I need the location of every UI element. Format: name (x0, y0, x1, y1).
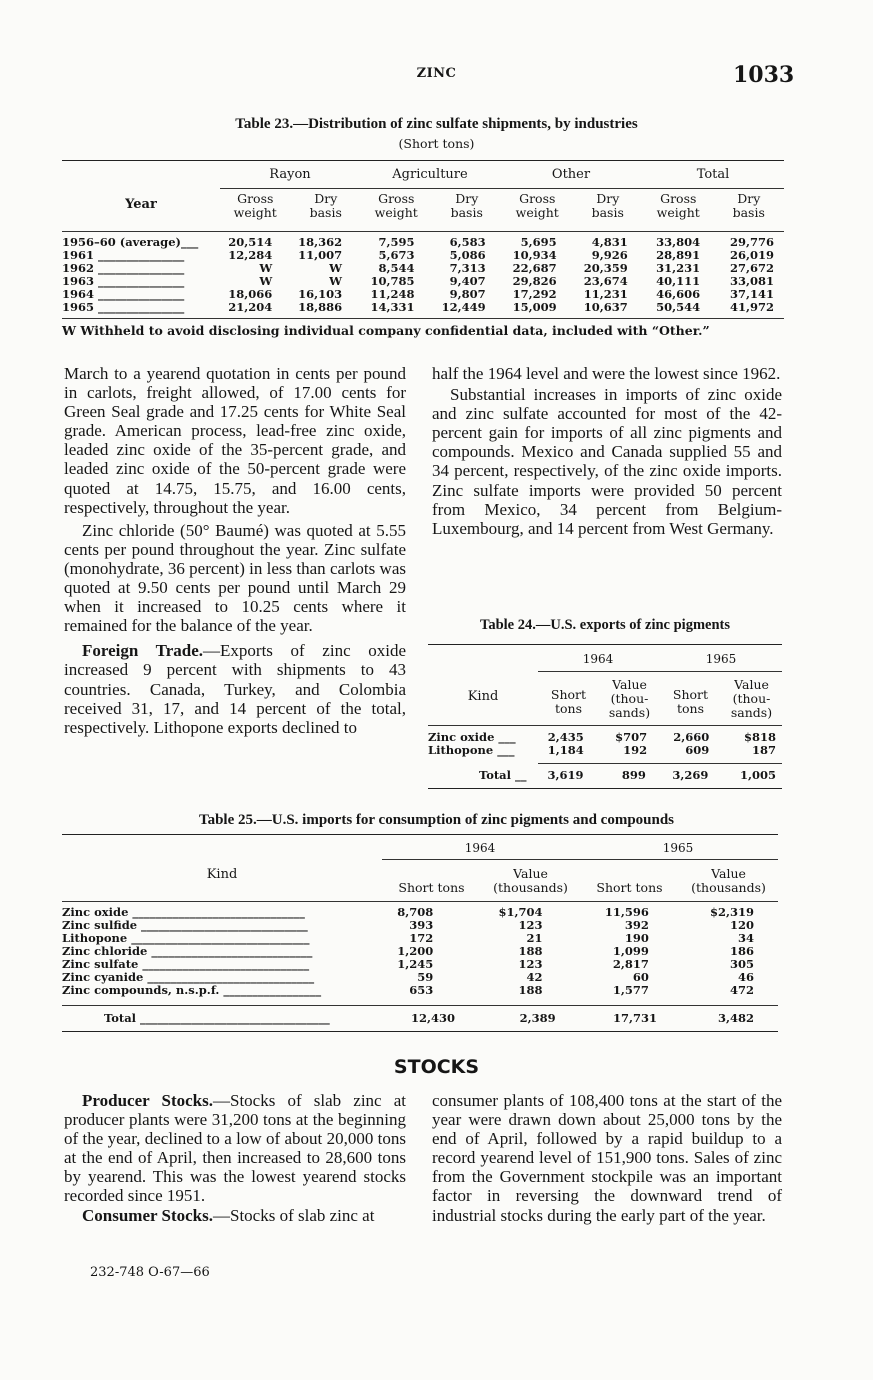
paragraph-imports: Substantial increases in imports of zinc oxide and zinc sulfate accounted for most of the 42-percent gain for imports of all zinc pigments and compounds. Mexico and Canada supplied 55 and 34 percent, respectively, of the zinc oxide imports. Zinc sulfate imports were provided 50 percent from Mexico, 34 percent from Belgium-Luxembourg, and 14 percent from West Germany. (432, 385, 782, 538)
table23-year-cell: 1965 _______________ (62, 301, 185, 314)
table25-value-cell: 59 (417, 970, 434, 984)
table23-value-cell: 9,407 (449, 274, 486, 288)
table24-caption: Table 24.—U.S. exports of zinc pigments (480, 617, 730, 633)
table23-value-cell: 9,926 (591, 248, 628, 262)
table25-value-cell: 1,099 (612, 944, 649, 958)
table23-subheader-line: Dry (314, 191, 338, 206)
table25-subheader-line: (thousands) (691, 880, 766, 895)
producer-stocks-heading: Producer Stocks. (82, 1091, 213, 1110)
table25-value-cell: 123 (518, 957, 543, 971)
table23-year-cell: 1956–60 (average)___ (62, 236, 199, 249)
table25-year-1965: 1965 (662, 841, 694, 855)
table23-value-cell: 41,972 (729, 300, 774, 314)
table25-value-cell: 188 (518, 983, 543, 997)
paragraph-consumer-stocks (64, 1206, 406, 1225)
table23-group-rayon: Rayon (269, 167, 311, 182)
table23-value-cell: 20,514 (228, 235, 273, 249)
table23-subheader (502, 192, 573, 220)
table25-value-cell: $2,319 (709, 905, 754, 919)
table23-body (62, 236, 784, 314)
table23-value-cell: 11,248 (370, 287, 415, 301)
table24-kind-cell: Zinc oxide ___ (428, 730, 516, 744)
table23-value-cell: W (329, 274, 343, 288)
table23-year-cell: 1962 _______________ (62, 262, 185, 275)
producer-stocks-text: —Stocks of slab zinc at producer plants were 31,200 tons at the beginning of the year, declined to a low of about 20,000 tons at the end of April, then increased to 28,600 tons by yearend. This was the lowest yearend stocks recorded since 1951. (64, 1091, 407, 1206)
table23-value-cell: 12,284 (228, 248, 273, 262)
table25-value-cell: 1,245 (397, 957, 434, 971)
table23-subheader (291, 192, 362, 220)
table24-value-cell: $818 (743, 730, 776, 744)
left-column-top (64, 364, 406, 737)
table23-value-cell: 29,776 (729, 235, 774, 249)
paragraph-quotations: March to a yearend quotation in cents per pound in carlots, freight allowed, of 17.00 cents for Green Seal grade and 17.25 cents for White Seal grade. American process, lead-free zinc oxide, leaded zinc oxide of the 35-percent grade, and leaded zinc oxide of the 50-percent grade were quoted at 14.75, 15.75, and 16.00 cents, respectively, throughout the year. (64, 364, 406, 517)
table24-subheader-line: tons (554, 701, 582, 716)
table23-subheader (573, 192, 644, 220)
table25 (62, 834, 778, 1032)
table24-subheader (599, 678, 660, 720)
table24-subheader-line: Value (734, 677, 769, 692)
table25-kind-cell: Total _________________________________ (104, 1012, 330, 1025)
table25-kind-cell: Zinc cyanide _____________________________ (62, 971, 315, 984)
table25-kind-cell: Lithopone _______________________________ (62, 932, 310, 945)
table25-value-cell: 8,708 (397, 905, 434, 919)
table23-year-header: Year (125, 197, 157, 212)
table23-subheader-line: Dry (737, 191, 761, 206)
table23-subheader-line: weight (233, 205, 277, 220)
table23-value-cell: 8,544 (378, 261, 415, 275)
table25-subheader-line: (thousands) (493, 880, 568, 895)
table24-subheader-line: Short (672, 687, 709, 702)
table23-value-cell: 17,292 (512, 287, 557, 301)
table25-value-cell: 393 (409, 918, 434, 932)
table25-subheader-line: Short tons (398, 880, 465, 895)
table23-value-cell: 50,544 (656, 300, 701, 314)
table23-value-cell: 22,687 (512, 261, 557, 275)
table25-kind-cell: Zinc sulfide _____________________________ (62, 919, 308, 932)
table24-subheader-line: tons (676, 701, 704, 716)
table24-subheader (721, 678, 782, 720)
table25-subheader (481, 867, 580, 895)
table24-header (428, 645, 782, 725)
table24-value-cell: 899 (621, 768, 646, 782)
table23-group-agriculture: Agriculture (392, 167, 468, 182)
table23-subheader-line: Dry (455, 191, 479, 206)
table25-subheader (679, 867, 778, 895)
table25-value-cell: 172 (409, 931, 434, 945)
table24-subheader-line: Short (550, 687, 587, 702)
table25-kind-cell: Zinc oxide ______________________________ (62, 906, 305, 919)
table23-value-cell: 18,066 (228, 287, 273, 301)
table24-year-1965: 1965 (705, 652, 737, 666)
table25-value-cell: 305 (729, 957, 754, 971)
table25-value-cell: 190 (624, 931, 649, 945)
paragraph-producer-stocks (64, 1091, 406, 1206)
table24-subheader (660, 688, 721, 716)
table23-value-cell: 16,103 (298, 287, 343, 301)
consumer-stocks-text: —Stocks of slab zinc at (212, 1205, 375, 1225)
table23-year-cell: 1964 _______________ (62, 288, 185, 301)
table23-value-cell: 29,826 (512, 274, 557, 288)
foreign-trade-text: —Exports of zinc oxide increased 9 percent with shipments to 43 countries. Canada, Turkey, and Colombia received 31, 17, and 14 percent of the total, respectively. Lithopone exports declined to (64, 641, 406, 737)
table23-value-cell: 10,637 (583, 300, 628, 314)
table23-subheader-line: basis (309, 205, 342, 220)
table24-subheaders (538, 676, 782, 722)
table23-value-cell: 4,831 (591, 235, 628, 249)
paragraph-zinc-chloride: Zinc chloride (50° Baumé) was quoted at 5.55 cents per pound throughout the year. Zinc sulfate (monohydrate, 36 percent) in less than carlots was quoted at 9.50 cents per pound until March 29 when it increased to 10.25 cents where it remained for the balance of the year. (64, 520, 406, 636)
table23-subheader-line: Gross (237, 191, 274, 206)
table24-value-cell: 2,660 (673, 730, 710, 744)
table23-value-cell: 28,891 (656, 248, 701, 262)
table23-value-cell: 9,807 (449, 287, 486, 301)
table23-group-other: Other (551, 167, 591, 182)
table23-year-cell: 1963 _______________ (62, 275, 185, 288)
table24-body (428, 731, 782, 757)
table24-value-cell: 3,619 (547, 768, 584, 782)
stocks-right-column (432, 1091, 782, 1225)
table23-value-cell: 14,331 (370, 300, 415, 314)
table23-value-cell: 7,595 (378, 235, 415, 249)
table24-kind-header: Kind (467, 689, 499, 704)
table24-value-cell: 609 (685, 743, 710, 757)
table23-value-cell: 37,141 (729, 287, 774, 301)
table23-value-cell: 26,019 (729, 248, 774, 262)
table23-subheader-line: basis (732, 205, 765, 220)
table25-kind-cell: Zinc sulfate _____________________________ (62, 958, 310, 971)
table23-value-cell: 40,111 (656, 274, 701, 288)
table-row (428, 744, 782, 757)
table23-caption: Table 23.—Distribution of zinc sulfate shipments, by industries (235, 116, 638, 132)
paragraph-lithopone: half the 1964 level and were the lowest since 1962. (432, 364, 781, 383)
table23-value-cell: 6,583 (449, 235, 486, 249)
table24-subheader-line: (thou- (732, 691, 771, 706)
table25-year-1964: 1964 (464, 841, 496, 855)
table23-subheader (432, 192, 503, 220)
table25-subheaders (382, 865, 778, 899)
table23-subheader-line: basis (591, 205, 624, 220)
table23-subheader-line: weight (656, 205, 700, 220)
foreign-trade-heading: Foreign Trade. (82, 641, 204, 661)
table25-header (62, 835, 778, 901)
table24-subheader (538, 688, 599, 716)
table23-subheader-line: basis (450, 205, 483, 220)
table25-value-cell: 11,596 (604, 905, 649, 919)
table24-value-cell: $707 (615, 730, 648, 744)
table24-kind-cell: Total __ (478, 768, 527, 782)
table23-subheader (220, 192, 291, 220)
table25-kind-cell: Zinc compounds, n.s.p.f. _________________ (62, 984, 322, 997)
table23-value-cell: 27,672 (729, 261, 774, 275)
table25-value-cell: 12,430 (411, 1011, 456, 1025)
table25-value-cell: 120 (729, 918, 754, 932)
paragraph-consumer-stocks-continued: consumer plants of 108,400 tons at the start of the year were drawn down about 25,000 tons by the end of April, followed by a rapid buildup to a record yearend level of 151,900 tons. Sales of zinc from the Government stockpile was an important factor in reversing the downward trend of industrial stocks during the early part of the year. (432, 1091, 782, 1225)
table24-value-cell: 2,435 (547, 730, 584, 744)
table25-kind-cell: Zinc chloride ____________________________ (62, 945, 313, 958)
table-row (62, 301, 784, 314)
table25-value-cell: 3,482 (717, 1011, 754, 1025)
table24-total-row (428, 769, 782, 782)
table23-subheader-line: Dry (596, 191, 620, 206)
table25-value-cell: 186 (729, 944, 754, 958)
table23-subheader (643, 192, 714, 220)
table23-value-cell: W (259, 274, 273, 288)
table24-subheader-line: Value (612, 677, 647, 692)
table23-value-cell: 5,695 (520, 235, 557, 249)
table23-value-cell: 18,886 (298, 300, 343, 314)
print-code-footer: 232-748 O-67—66 (90, 1265, 210, 1280)
table23-units: (Short tons) (398, 136, 475, 151)
table24-subheader-line: sands) (730, 705, 773, 720)
table23-value-cell: 18,362 (298, 235, 343, 249)
table23-value-cell: 5,086 (449, 248, 486, 262)
table25-total (62, 1012, 778, 1025)
table23-value-cell: 10,934 (512, 248, 557, 262)
table23-value-cell: 15,009 (512, 300, 557, 314)
table23-subheader-line: Gross (378, 191, 415, 206)
table23-value-cell: 12,449 (441, 300, 486, 314)
table23-subheader (361, 192, 432, 220)
table23-value-cell: 7,313 (449, 261, 486, 275)
table25-value-cell: 46 (737, 970, 754, 984)
table25-caption: Table 25.—U.S. imports for consumption of zinc pigments and compounds (198, 812, 675, 828)
table25-value-cell: 188 (518, 944, 543, 958)
table24-subheader-line: (thou- (610, 691, 649, 706)
table-row (62, 984, 778, 997)
consumer-stocks-heading: Consumer Stocks. (82, 1205, 213, 1225)
running-head: ZINC (416, 66, 457, 81)
table23-value-cell: 31,231 (656, 261, 701, 275)
table23-value-cell: 46,606 (656, 287, 701, 301)
stocks-left-column (64, 1091, 406, 1225)
table25-subheader (382, 881, 481, 895)
table25-subheader-line: Value (513, 866, 548, 881)
table23-subheader-line: weight (374, 205, 418, 220)
table24-value-cell: 3,269 (672, 768, 709, 782)
table23-value-cell: 33,804 (656, 235, 701, 249)
table25-value-cell: 21 (526, 931, 543, 945)
table25-subheader-line: Short tons (596, 880, 663, 895)
table24-total (428, 769, 782, 782)
table23-subheaders (220, 192, 784, 228)
table25-value-cell: 34 (737, 931, 754, 945)
table23 (62, 160, 784, 338)
table24-kind-cell: Lithopone ___ (428, 743, 515, 757)
table25-body (62, 906, 778, 997)
right-column-top (432, 364, 782, 538)
table25-value-cell: 472 (729, 983, 754, 997)
table23-value-cell: 20,359 (583, 261, 628, 275)
table23-footnote: W Withheld to avoid disclosing individual company confidential data, included with “Other.” (62, 323, 710, 338)
table23-value-cell: 11,231 (583, 287, 628, 301)
table25-value-cell: 60 (632, 970, 649, 984)
table25-total-row (62, 1012, 778, 1025)
table23-value-cell: W (259, 261, 273, 275)
table23-subheader-line: weight (515, 205, 559, 220)
table23-value-cell: 23,674 (583, 274, 628, 288)
table23-value-cell: 11,007 (298, 248, 343, 262)
table25-value-cell: 2,817 (612, 957, 649, 971)
page-number: 1033 (733, 62, 795, 88)
table24-subheader-line: sands) (608, 705, 651, 720)
table25-value-cell: 17,731 (612, 1011, 657, 1025)
table23-value-cell: 10,785 (370, 274, 415, 288)
table23-subheader (714, 192, 785, 220)
table23-value-cell: 33,081 (729, 274, 774, 288)
table25-value-cell: 42 (526, 970, 543, 984)
table23-value-cell: 21,204 (228, 300, 273, 314)
table24-value-cell: 187 (751, 743, 776, 757)
table25-value-cell: 392 (624, 918, 649, 932)
table23-value-cell: W (329, 261, 343, 275)
table25-subheader-line: Value (711, 866, 746, 881)
table23-value-cell: 5,673 (378, 248, 415, 262)
paragraph-foreign-trade (64, 641, 406, 736)
table24 (428, 644, 782, 789)
table23-year-cell: 1961 _______________ (62, 249, 185, 262)
table25-value-cell: 123 (518, 918, 543, 932)
table23-group-total: Total (696, 167, 730, 182)
table25-value-cell: 653 (409, 983, 434, 997)
table25-value-cell: 1,200 (397, 944, 434, 958)
table23-subheader-line: Gross (660, 191, 697, 206)
table24-value-cell: 192 (623, 743, 648, 757)
table25-subheader (580, 881, 679, 895)
table25-value-cell: $1,704 (498, 905, 543, 919)
table25-value-cell: 2,389 (519, 1011, 556, 1025)
stocks-heading: STOCKS (393, 1056, 480, 1078)
table25-kind-header: Kind (206, 867, 238, 882)
table23-subheader-line: Gross (519, 191, 556, 206)
table24-year-1964: 1964 (582, 652, 614, 666)
table24-value-cell: 1,184 (547, 743, 584, 757)
table24-value-cell: 1,005 (739, 768, 776, 782)
table23-header (62, 161, 784, 231)
table25-value-cell: 1,577 (612, 983, 649, 997)
